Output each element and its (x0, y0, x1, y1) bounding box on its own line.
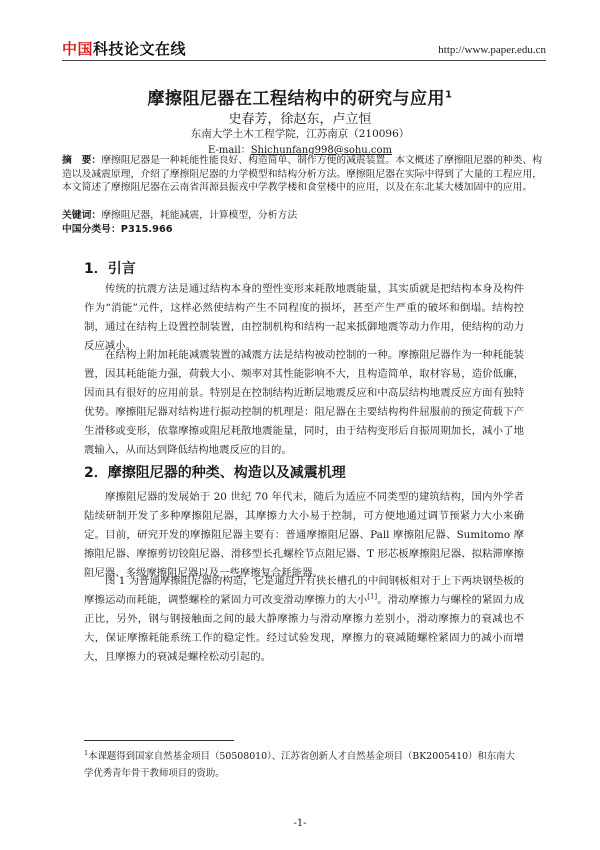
keywords-label: 关键词： (62, 210, 102, 221)
site-logo[interactable] (62, 38, 186, 59)
section-1-heading: 1．引言 (84, 261, 136, 277)
footnote-divider (84, 740, 234, 741)
title-footnote-marker: 1 (445, 89, 453, 101)
paper-title (0, 84, 600, 109)
section-2-paragraph-2-part-b: 。滑动摩擦力与螺栓的紧固力成正比，另外，钢与钢接触面之间的最大静摩擦力与滑动摩擦力差别小，滑动摩擦力的衰减也不大，保证摩擦耗能系统工作的稳定性。经过试验发现，摩擦力的衰减随螺栓紧固力的减小而增大，且摩擦力的衰减是螺栓松动引起的。 (84, 593, 525, 663)
logo-red-text: 中国 (62, 40, 94, 58)
classification (62, 223, 546, 237)
section-2-paragraph-1: 摩擦阻尼器的发展始于 20 世纪 70 年代末，随后为适应不同类型的建筑结构，国内外学者陆续研制开发了多种摩擦阻尼器，其摩擦力大小易于控制，可方便地通过调节预紧力大小来确定。目前，研究开发的摩擦阻尼器主要有：普通摩擦阻尼器、Pall 摩擦阻尼器、Sumitomo 摩擦阻尼器、摩擦剪切铰阻尼器、滑移型长孔螺栓节点阻尼器、T 形芯板摩擦阻尼器、拟粘滞摩擦阻尼器、多级摩擦阻尼器以及一些摩擦复合耗能器。 (84, 491, 524, 579)
section-1-paragraph-1: 传统的抗震方法是通过结构本身的塑性变形来耗散地震能量，其实质就是把结构本身及构件作为“消能”元件，这样必然使结构产生不同程度的损坏，甚至产生严重的破坏和倒塌。结构控制，通过在结构上设置控制装置，由控制机构和结构一起来抵御地震等动力作用，使结构的动力反应减小。 (84, 283, 524, 352)
classification-value: P315.966 (120, 224, 173, 235)
authors: 史春芳，徐赵东，卢立恒 (228, 112, 372, 127)
site-url[interactable]: http://www.paper.edu.cn (438, 44, 546, 56)
footnote (84, 745, 524, 782)
section-2-paragraph-2 (84, 572, 524, 667)
classification-label: 中国分类号： (62, 224, 121, 235)
keywords (62, 209, 546, 223)
email-link[interactable]: Shichunfang998@sohu.com (250, 145, 393, 156)
keywords-text: 摩擦阻尼器，耗能减震，计算模型，分析方法 (101, 210, 298, 221)
citation-ref[interactable]: [1] (367, 592, 378, 601)
footnote-text: 本课题得到国家自然基金项目（50508010）、江苏省创新人才自然基金项目（BK2005410）和东南大学优秀青年骨干教师项目的资助。 (84, 751, 515, 780)
abstract-text: 摩擦阻尼器是一种耗能性能良好、构造简单、制作方便的减震装置。本文概述了摩擦阻尼器的种类、构造以及减震原理，介绍了摩擦阻尼器的力学模型和结构分析方法。摩擦阻尼器在实际中得到了大量的工程应用，本文简述了摩擦阻尼器在云南省洱源县振戎中学教学楼和食堂楼中的应用，以及在东北某大楼加固中的应用。 (62, 155, 543, 194)
page-header (62, 38, 546, 60)
logo-black-text: 科技论文在线 (93, 40, 187, 58)
section-1-paragraph-2: 在结构上附加耗能减震装置的减震方法是结构被动控制的一种。摩擦阻尼器作为一种耗能装置，因其耗能能力强，荷载大小、频率对其性能影响不大，且构造简单，取材容易，造价低廉，因而具有很好的应用前景。特别是在控制结构近断层地震反应和中高层结构地震反应方面有独特优势。摩擦阻尼器对结构进行振动控制的机理是：阻尼器在主要结构构件屈服前的预定荷载下产生滑移或变形，依靠摩擦或阻尼耗散地震能量，同时，由于结构变形后自振周期加长，减小了地震输入，从而达到降低结构地震反应的目的。 (84, 349, 524, 456)
header-divider (62, 60, 546, 61)
affiliation: 东南大学土木工程学院，江苏南京（210096） (190, 128, 410, 140)
title-text: 摩擦阻尼器在工程结构中的研究与应用 (147, 89, 446, 109)
abstract-label: 摘 要： (62, 155, 102, 166)
footnote-marker: 1 (84, 749, 89, 757)
abstract (62, 154, 546, 195)
section-2-paragraph-2-part-a: 图 1 为普通摩擦阻尼器的构造，它是通过开有狭长槽孔的中间钢板相对于上下两块钢垫板的摩擦运动而耗能，调整螺栓的紧固力可改变滑动摩擦力的大小 (84, 575, 524, 606)
section-2-heading: 2．摩擦阻尼器的种类、构造以及减震机理 (84, 465, 346, 481)
page-number: -1- (293, 818, 307, 829)
email-label: E-mail： (207, 145, 251, 156)
